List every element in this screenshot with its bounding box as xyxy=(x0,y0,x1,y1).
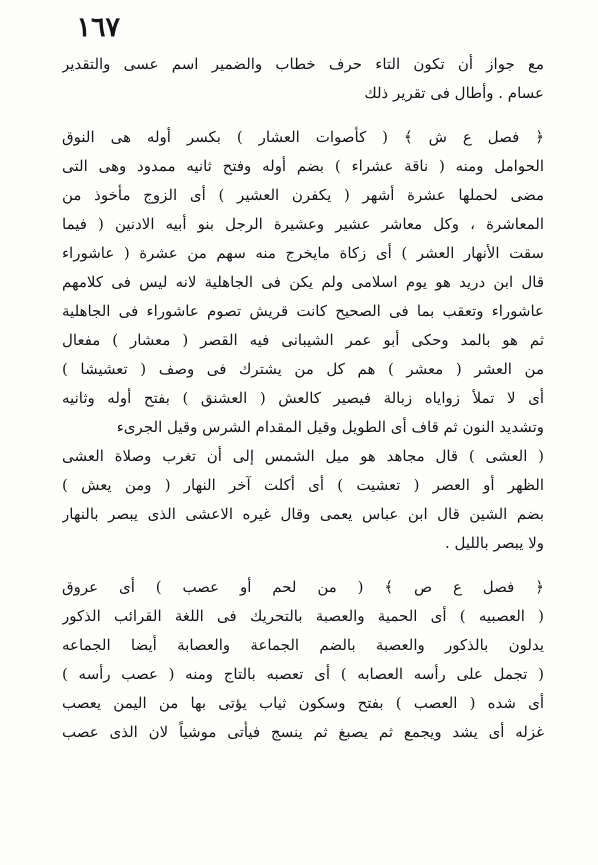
text-line: مع جواز أن تكون التاء حرف خطاب والضمير اسم عسى والتقدير xyxy=(62,55,544,73)
text-line: من العشر ( معشر ) هم كل من يشترك فى وصف ( تعشيشا ) xyxy=(62,360,544,378)
text-line: ﴿ فصل ع ص ﴾ ( من لحم أو عصب ) أى عروق xyxy=(62,578,544,596)
text-line: وتشديد النون ثم قاف أى الطويل وقيل المقدام الشرس وقيل الجرىء xyxy=(116,418,544,436)
text-line: قال ابن دريد هو يوم اسلامى ولم يكن فى الجاهلية لانه ليس فى كلامهم xyxy=(62,273,544,291)
text-line: بضم الشين قال ابن عباس يعمى وقال غيره الاعشى الذى يبصر بالنهار xyxy=(62,505,544,523)
text-line: الظهر أو العصر ( تعشيت ) أى أكلت آخر النهار ( ومن يعش ) xyxy=(62,476,544,494)
text-line: أى لا تملأ زواياه زبالة فيصير كالعش ( العشنق ) بفتح أوله وثانيه xyxy=(62,389,544,407)
section-gap xyxy=(62,108,544,123)
text-line: عاشوراء وتعقب بما فى الصحيح كانت قريش تصوم عاشوراء فى الجاهلية xyxy=(62,302,544,320)
page-number: ١٦٧ xyxy=(76,12,120,43)
text-line: الحوامل ومنه ( ناقة عشراء ) بضم أوله وفتح ثانيه ممدود وهى التى xyxy=(62,157,544,175)
text-line: أى شده ( العصب ) بفتح وسكون ثياب يؤتى بها من اليمن يعصب xyxy=(62,694,544,712)
text-line: غزله أى يشد ويجمع ثم يصبغ ثم ينسج فيأتى موشياً لان الذى عصب xyxy=(62,723,544,741)
text-line: المعاشرة ، وكل معاشر عشير وعشيرة الرجل بنو أبيه الادنين ( فيما xyxy=(62,215,544,233)
text-line: عسام . وأطال فى تقرير ذلك xyxy=(364,84,544,102)
page-body-text xyxy=(62,50,544,747)
text-line: يدلون بالذكور والعصبة بالضم الجماعة والعصابة أيضا الجماعه xyxy=(62,636,544,654)
text-line: مضى لحملها عشرة أشهر ( يكفرن العشير ) أى الزوج مأخوذ من xyxy=(62,186,544,204)
text-line: ولا يبصر بالليل . xyxy=(444,534,544,552)
text-line: ( تجمل على رأسه العصابه ) أى تعصبه بالتاج ومنه ( عصب رأسه ) xyxy=(62,665,544,683)
text-line: ( العصبيه ) أى الحمية والعصبة بالتحريك فى اللغة القرائب الذكور xyxy=(62,607,544,625)
text-line: ( العشى ) قال مجاهد هو ميل الشمس إلى أن تغرب وصلاة العشى xyxy=(62,447,544,465)
section-gap xyxy=(62,558,544,573)
text-line: ثم هو بالمد وحكى أبو عمر الشيبانى فيه القصر ( معشار ) مفعال xyxy=(62,331,544,349)
text-line: ﴿ فصل ع ش ﴾ ( كأصوات العشار ) بكسر أوله هى النوق xyxy=(62,128,544,146)
text-line: سقت الأنهار العشر ) أى زكاة مايخرج منه سهم من عشرة ( عاشوراء xyxy=(62,244,544,262)
